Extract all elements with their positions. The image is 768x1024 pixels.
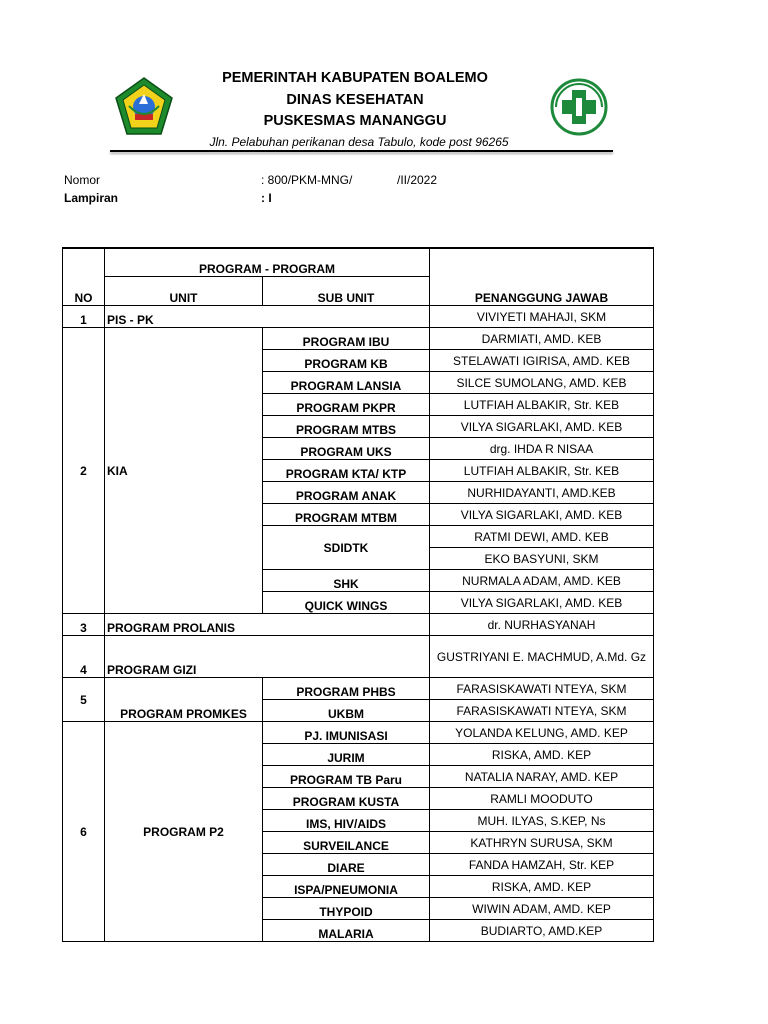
row-unit: KIA <box>105 328 263 614</box>
row-pj: LUTFIAH ALBAKIR, Str. KEB <box>430 394 654 416</box>
row-sub-unit: PROGRAM KB <box>263 350 430 372</box>
row-sub-unit: PROGRAM LANSIA <box>263 372 430 394</box>
letterhead <box>0 0 768 160</box>
row-pj: WIWIN ADAM, AMD. KEP <box>430 898 654 920</box>
lampiran-label: Lampiran <box>64 191 119 205</box>
row-pj: LUTFIAH ALBAKIR, Str. KEB <box>430 460 654 482</box>
row-sub-unit: DIARE <box>263 854 430 876</box>
row-sub-unit: PROGRAM KTA/ KTP <box>263 460 430 482</box>
row-no: 2 <box>63 328 105 614</box>
row-sub-unit: PROGRAM UKS <box>263 438 430 460</box>
row-sub-unit: SDIDTK <box>263 526 430 570</box>
table-row <box>63 636 654 678</box>
row-pj: SILCE SUMOLANG, AMD. KEB <box>430 372 654 394</box>
letterhead-address: Jln. Pelabuhan perikanan desa Tabulo, kode post 96265 <box>209 135 509 149</box>
row-pj: STELAWATI IGIRISA, AMD. KEB <box>430 350 654 372</box>
row-no: 4 <box>63 636 105 678</box>
row-no: 3 <box>63 614 105 636</box>
row-sub-unit: PROGRAM MTBM <box>263 504 430 526</box>
header-unit: UNIT <box>105 277 263 306</box>
table-row <box>63 306 654 328</box>
row-pj: RAMLI MOODUTO <box>430 788 654 810</box>
table-row <box>63 614 654 636</box>
row-pj: BUDIARTO, AMD.KEP <box>430 920 654 942</box>
row-pj: MUH. ILYAS, S.KEP, Ns <box>430 810 654 832</box>
row-sub-unit: IMS, HIV/AIDS <box>263 810 430 832</box>
table-row <box>63 722 654 744</box>
row-sub-unit: ISPA/PNEUMONIA <box>263 876 430 898</box>
row-pj: dr. NURHASYANAH <box>430 614 654 636</box>
table-header-row <box>63 248 654 277</box>
nomor-value: : 800/PKM-MNG/ <box>261 173 353 187</box>
row-pj: RISKA, AMD. KEP <box>430 876 654 898</box>
row-pj: RISKA, AMD. KEP <box>430 744 654 766</box>
row-pj: FARASISKAWATI NTEYA, SKM <box>430 678 654 700</box>
row-unit: PROGRAM PROLANIS <box>105 614 430 636</box>
row-pj: FANDA HAMZAH, Str. KEP <box>430 854 654 876</box>
row-pj: VIVIYETI MAHAJI, SKM <box>430 306 654 328</box>
row-pj: FARASISKAWATI NTEYA, SKM <box>430 700 654 722</box>
row-sub-unit: THYPOID <box>263 898 430 920</box>
puskesmas-cross-emblem-icon <box>550 78 608 136</box>
row-no: 6 <box>63 722 105 942</box>
row-no: 5 <box>63 678 105 722</box>
header-sub-unit: SUB UNIT <box>263 277 430 306</box>
row-sub-unit: PROGRAM IBU <box>263 328 430 350</box>
header-penanggung-jawab: PENANGGUNG JAWAB <box>430 248 654 306</box>
row-sub-unit: PROGRAM MTBS <box>263 416 430 438</box>
row-sub-unit: SURVEILANCE <box>263 832 430 854</box>
row-pj: NURMALA ADAM, AMD. KEB <box>430 570 654 592</box>
row-unit: PIS - PK <box>105 306 430 328</box>
nomor-suffix: /II/2022 <box>397 173 438 187</box>
letterhead-department: DINAS KESEHATAN <box>286 92 424 108</box>
row-pj: VILYA SIGARLAKI, AMD. KEB <box>430 592 654 614</box>
row-sub-unit: SHK <box>263 570 430 592</box>
row-sub-unit: PROGRAM KUSTA <box>263 788 430 810</box>
letterhead-government: PEMERINTAH KABUPATEN BOALEMO <box>222 70 488 86</box>
header-program: PROGRAM - PROGRAM <box>105 248 430 277</box>
table-row <box>63 678 654 700</box>
row-sub-unit: PROGRAM ANAK <box>263 482 430 504</box>
header-no: NO <box>63 248 105 306</box>
row-sub-unit: PROGRAM TB Paru <box>263 766 430 788</box>
row-pj: EKO BASYUNI, SKM <box>430 548 654 570</box>
row-pj: VILYA SIGARLAKI, AMD. KEB <box>430 504 654 526</box>
row-sub-unit: MALARIA <box>263 920 430 942</box>
row-sub-unit: UKBM <box>263 700 430 722</box>
row-sub-unit: PROGRAM PHBS <box>263 678 430 700</box>
row-sub-unit: PJ. IMUNISASI <box>263 722 430 744</box>
row-sub-unit: JURIM <box>263 744 430 766</box>
row-unit: PROGRAM GIZI <box>105 636 430 678</box>
row-pj: drg. IHDA R NISAA <box>430 438 654 460</box>
nomor-label: Nomor <box>64 173 101 187</box>
row-unit: PROGRAM P2 <box>105 722 263 942</box>
program-responsibility-table <box>62 247 654 942</box>
row-pj: GUSTRIYANI E. MACHMUD, A.Md. Gz <box>430 636 654 678</box>
row-pj: RATMI DEWI, AMD. KEB <box>430 526 654 548</box>
row-pj: NATALIA NARAY, AMD. KEP <box>430 766 654 788</box>
row-unit: PROGRAM PROMKES <box>105 678 263 722</box>
row-pj: KATHRYN SURUSA, SKM <box>430 832 654 854</box>
row-pj: DARMIATI, AMD. KEB <box>430 328 654 350</box>
table-row <box>63 328 654 350</box>
letterhead-puskesmas: PUSKESMAS MANANGGU <box>263 113 447 129</box>
row-sub-unit: QUICK WINGS <box>263 592 430 614</box>
lampiran-value: : I <box>261 191 272 205</box>
row-pj: VILYA SIGARLAKI, AMD. KEB <box>430 416 654 438</box>
row-sub-unit: PROGRAM PKPR <box>263 394 430 416</box>
row-pj: NURHIDAYANTI, AMD.KEB <box>430 482 654 504</box>
row-pj: YOLANDA KELUNG, AMD. KEP <box>430 722 654 744</box>
letterhead-divider <box>110 150 613 152</box>
row-no: 1 <box>63 306 105 328</box>
